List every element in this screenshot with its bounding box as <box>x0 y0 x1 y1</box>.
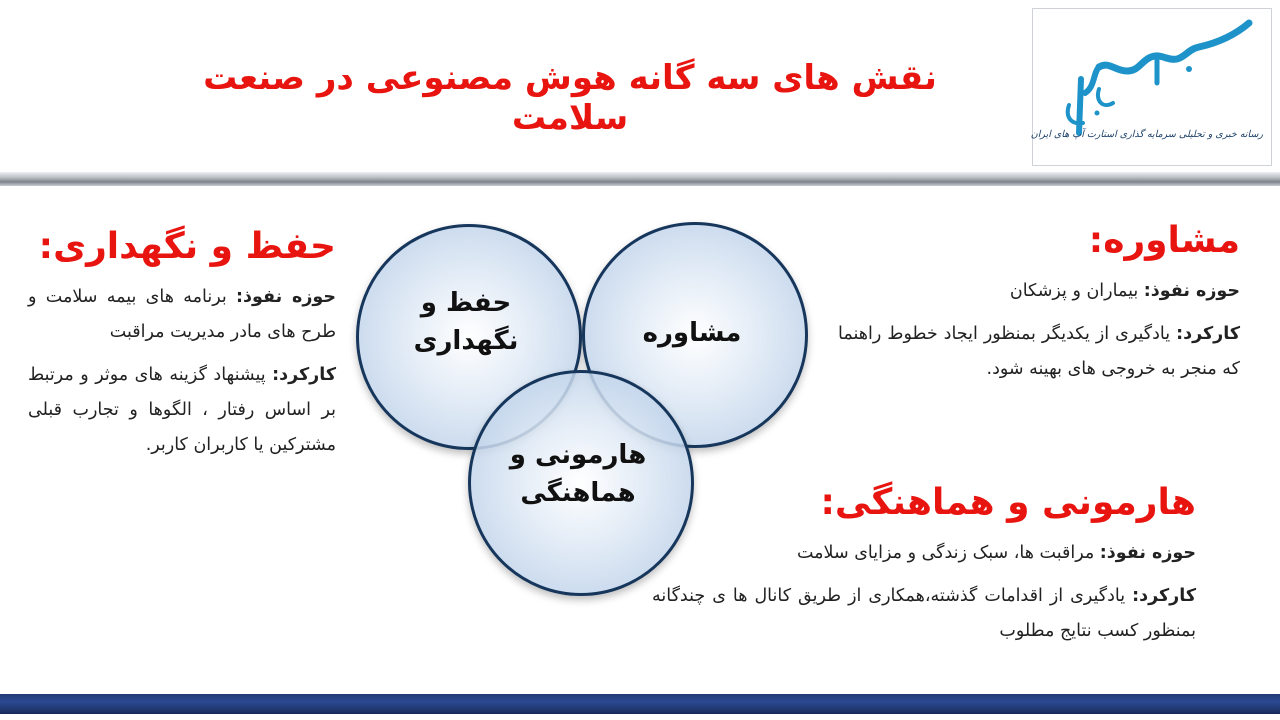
section-title-moshavere: مشاوره: <box>1088 220 1240 261</box>
function-text: یادگیری از یکدیگر بمنظور ایجاد خطوط راهنما که منجر به خروجی های بهینه شود. <box>838 324 1240 379</box>
logo <box>1032 8 1272 166</box>
venn-label-harmony: هارمونی و هماهنگی <box>509 440 647 508</box>
header-divider-bar <box>0 172 1280 186</box>
function-paragraph <box>28 358 336 463</box>
function-paragraph <box>652 579 1196 649</box>
section-moshavere <box>838 218 1240 395</box>
scope-label: حوزه نفوذ: <box>1143 281 1240 301</box>
scope-label: حوزه نفوذ: <box>236 287 336 307</box>
scope-label: حوزه نفوذ: <box>1099 543 1196 563</box>
function-text: پیشنهاد گزینه های موثر و مرتبط بر اساس رفتار ، الگوها و تجارب قبلی مشترکین یا کاربران کاربر. <box>28 365 336 455</box>
venn-label-hefz: حفظ و نگهداری <box>413 288 519 356</box>
scope-paragraph <box>652 536 1196 571</box>
section-harmony <box>652 480 1196 657</box>
function-label: کارکرد: <box>1176 324 1240 344</box>
function-paragraph <box>838 317 1240 387</box>
scope-text: برنامه های بیمه سلامت و طرح های مادر مدیریت مراقبت <box>28 287 336 342</box>
scope-paragraph <box>28 280 336 350</box>
function-label: کارکرد: <box>1132 586 1196 606</box>
footer-bar <box>0 694 1280 714</box>
function-text: یادگیری از اقدامات گذشته،همکاری از طریق کانال ها ی چندگانه بمنظور کسب نتایج مطلوب <box>652 586 1196 641</box>
function-label: کارکرد: <box>272 365 336 385</box>
section-title-harmony: هارمونی و هماهنگی: <box>820 482 1196 523</box>
scope-text: مراقبت ها، سبک زندگی و مزایای سلامت <box>796 543 1100 563</box>
section-title-hefz: حفظ و نگهداری: <box>38 226 336 267</box>
slide-title: نقش های سه گانه هوش مصنوعی در صنعت سلامت <box>203 58 937 138</box>
section-hefz <box>28 224 336 471</box>
scope-paragraph <box>838 274 1240 309</box>
salam-nopa-logo-icon <box>1030 13 1267 163</box>
scope-text: بیماران و پزشکان <box>1009 281 1144 301</box>
logo-tagline: رسانه خبری و تحلیلی سرمایه گذاری استارت آپ های ایران <box>1030 129 1263 140</box>
venn-label-moshavere: مشاوره <box>642 318 742 348</box>
